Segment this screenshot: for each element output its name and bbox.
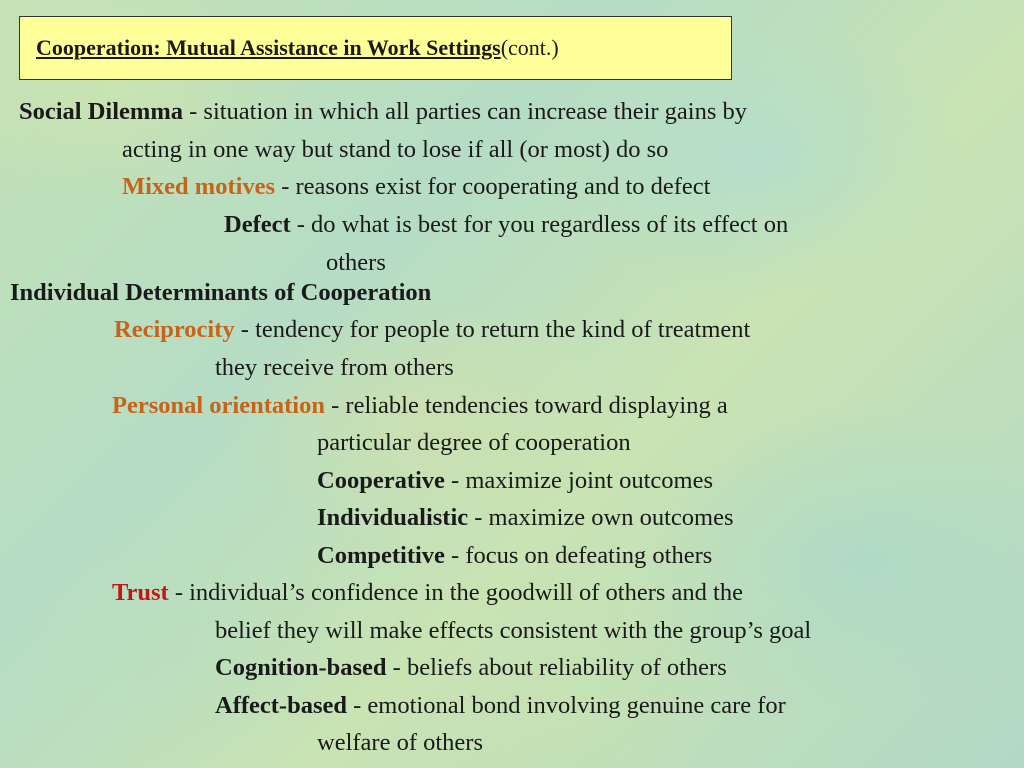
line-defect-cont: [326, 251, 386, 276]
definition-defect: - do what is best for you regardless of its effect on: [290, 211, 789, 238]
continuation-text: welfare of others: [317, 729, 483, 756]
continuation-text: belief they will make effects consistent with the group’s goal: [215, 617, 812, 644]
definition-trust: - individual’s confidence in the goodwill of others and the: [168, 579, 743, 606]
line-personal-orientation-cont: [317, 431, 631, 456]
term-defect: Defect: [224, 211, 291, 238]
line-reciprocity: [114, 318, 750, 343]
line-reciprocity-cont: [215, 356, 454, 381]
term-affect-based: Affect-based: [215, 692, 347, 719]
heading-individual-determinants: [10, 281, 431, 306]
line-affect-based: [215, 694, 786, 719]
definition-social-dilemma: - situation in which all parties can increase their gains by: [183, 98, 748, 125]
term-cognition-based: Cognition-based: [215, 654, 387, 681]
section-heading: Individual Determinants of Cooperation: [10, 279, 432, 306]
definition-individualistic: - maximize own outcomes: [468, 504, 734, 531]
line-defect: [224, 213, 788, 238]
definition-competitive: - focus on defeating others: [444, 542, 713, 569]
line-social-dilemma-cont: [122, 138, 668, 163]
definition-mixed-motives: - reasons exist for cooperating and to defect: [275, 173, 711, 200]
continuation-text: particular degree of cooperation: [317, 429, 631, 456]
continuation-text: acting in one way but stand to lose if all (or most) do so: [122, 136, 669, 163]
term-trust: Trust: [112, 579, 169, 606]
term-mixed-motives: Mixed motives: [122, 173, 276, 200]
slide-title-box: [19, 16, 732, 80]
line-individualistic: [317, 506, 734, 531]
line-trust-cont: [215, 619, 811, 644]
line-social-dilemma: [19, 100, 747, 125]
slide-title-suffix: (cont.): [500, 35, 559, 60]
line-mixed-motives: [122, 175, 710, 200]
line-cognition-based: [215, 656, 727, 681]
line-affect-based-cont: [317, 731, 483, 756]
term-social-dilemma: Social Dilemma: [19, 98, 183, 125]
term-cooperative: Cooperative: [317, 467, 445, 494]
continuation-text: they receive from others: [215, 354, 454, 381]
definition-personal-orientation: - reliable tendencies toward displaying a: [325, 392, 728, 419]
definition-affect-based: - emotional bond involving genuine care for: [347, 692, 786, 719]
continuation-text: others: [326, 249, 386, 276]
term-personal-orientation: Personal orientation: [112, 392, 325, 419]
line-competitive: [317, 544, 712, 569]
definition-cognition-based: - beliefs about reliability of others: [386, 654, 727, 681]
definition-cooperative: - maximize joint outcomes: [444, 467, 713, 494]
slide-title: [36, 35, 559, 61]
term-individualistic: Individualistic: [317, 504, 469, 531]
term-competitive: Competitive: [317, 542, 445, 569]
line-trust: [112, 581, 743, 606]
definition-reciprocity: - tendency for people to return the kind of treatment: [234, 316, 751, 343]
line-personal-orientation: [112, 394, 728, 419]
slide-title-main: Cooperation: Mutual Assistance in Work Settings: [36, 35, 501, 60]
line-cooperative: [317, 469, 713, 494]
term-reciprocity: Reciprocity: [114, 316, 235, 343]
